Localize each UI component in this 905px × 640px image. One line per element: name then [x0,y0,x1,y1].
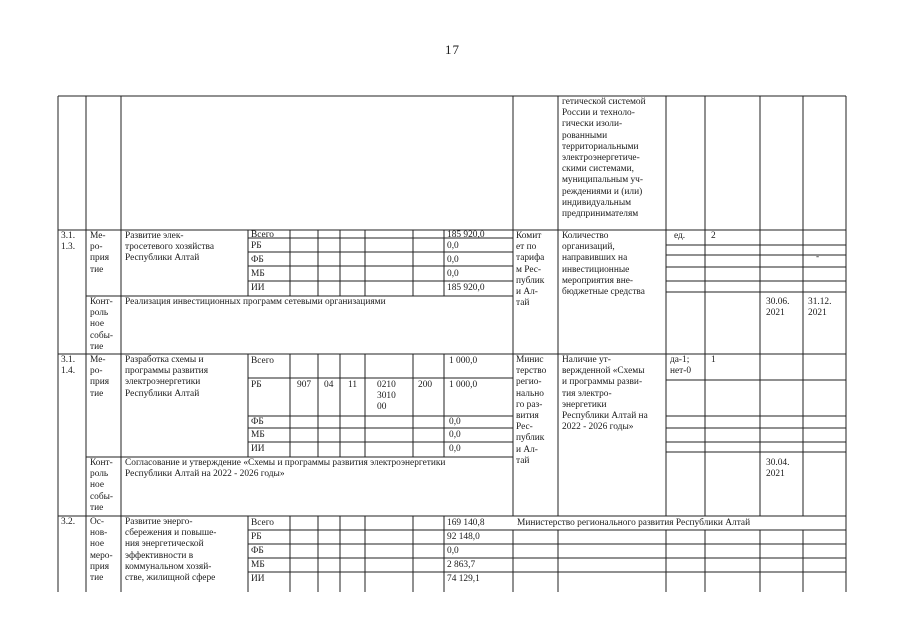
event-313-date-start: 30.06. 2021 [766,297,790,319]
row-32-amount-rb: 92 148,0 [447,532,480,542]
row-32-source-fb: ФБ [251,546,264,556]
row-314-source-fb: ФБ [251,417,264,427]
row-32-amount-total: 169 140,8 [447,518,485,528]
row-313-name: Развитие элек- тросетевого хозяйства Республики Алтай [125,231,214,264]
row-314-code-vr: 200 [418,380,433,390]
row-313-indicator: Количество организаций, направивших на инвестиционные мероприятия вне- бюджетные средства [562,231,645,298]
row-314-amount-fb: 0,0 [449,417,461,427]
row-32-amount-mb: 2 863,7 [447,560,476,570]
event-314-date: 30.04. 2021 [766,458,790,480]
row-314-type: Ме- ро- прия тие [90,355,110,399]
row-313-value: 2 [711,231,716,241]
row-32-source-total: Всего [251,518,274,528]
event-313-date-end: 31.12. 2021 [808,297,832,319]
row-32-amount-ii: 74 129,1 [447,574,480,584]
row-313-type: Ме- ро- прия тие [90,231,110,275]
row-314-code-pr: 11 [348,380,358,390]
row-313-unit: ед. [674,231,686,241]
row-32-type: Ос- нов- ное меро- прия тие [90,517,113,584]
row-314-code-grbs: 907 [297,380,312,390]
row-314-code-rz: 04 [324,380,334,390]
event-314-type: Конт- роль ное собы- тие [90,458,114,513]
row-314-indicator: Наличие ут- вержденной «Схемы и программы разви- тия электро- энергетики Республики Алтай на 2022 - 2026 годы» [562,355,648,433]
row-32-number: 3.2. [61,517,76,527]
row-313-number: 3.1. 1.3. [61,231,76,253]
row-314-amount-ii: 0,0 [449,444,461,454]
event-313-text: Реализация инвестиционных программ сетевыми организациями [125,297,386,307]
row-314-value: 1 [711,355,716,365]
row-313-source-rb: РБ [251,241,262,251]
event-314-text: Согласование и утверждение «Схемы и программы развития электроэнергетики Республики Алтай на 2022 - 2026 годы» [125,458,446,480]
row-314-responsible: Минис терство регио- нально го раз- вития Рес- публик и Ал- тай [516,355,547,466]
row-314-amount-mb: 0,0 [449,430,461,440]
page-number: 17 [445,42,460,57]
row-313-amount-mb: 0,0 [447,269,459,279]
continuation-indicator-text: гетической системой России и техноло- гически изоли- рованными территориальными электроэнергетиче- скими системами, муниципальным уч- реждениями и (или) индивидуальным предпринимателям [562,97,646,220]
row-314-source-total: Всего [251,356,274,366]
row-32-amount-fb: 0,0 [447,546,459,556]
row-314-code-csr: 0210 3010 00 [377,380,396,413]
row-314-number: 3.1. 1.4. [61,355,76,377]
row-32-name: Развитие энерго- сбережения и повыше- ния энергетической эффективности в коммунальном хозяй- стве, жилищной сфере [125,517,217,584]
row-313-amount-ii: 185 920,0 [447,283,485,293]
row-314-source-ii: ИИ [251,444,265,454]
row-314-name: Разработка схемы и программы развития электроэнергетики Республики Алтай [125,355,209,399]
row-313-source-ii: ИИ [251,283,265,293]
row-313-amount-total: 185 920,0 [447,230,485,240]
row-32-source-mb: МБ [251,560,265,570]
row-313-stray-mark: - [816,252,820,262]
row-314-unit: да-1; нет-0 [670,355,692,377]
event-313-type: Конт- роль ное собы- тие [90,297,114,352]
row-313-amount-rb: 0,0 [447,241,459,251]
row-314-amount-rb: 1 000,0 [449,380,478,390]
row-313-source-mb: МБ [251,269,265,279]
row-314-amount-total: 1 000,0 [449,356,478,366]
row-313-source-fb: ФБ [251,255,264,265]
row-313-responsible: Комит ет по тарифа м Рес- публик и Ал- тай [516,231,545,309]
row-32-source-rb: РБ [251,532,262,542]
row-314-source-mb: МБ [251,430,265,440]
row-32-source-ii: ИИ [251,574,265,584]
row-313-amount-fb: 0,0 [447,255,459,265]
row-32-responsible: Министерство регионального развития Республики Алтай [517,518,751,528]
row-313-source-total: Всего [251,230,274,240]
row-314-source-rb: РБ [251,380,262,390]
